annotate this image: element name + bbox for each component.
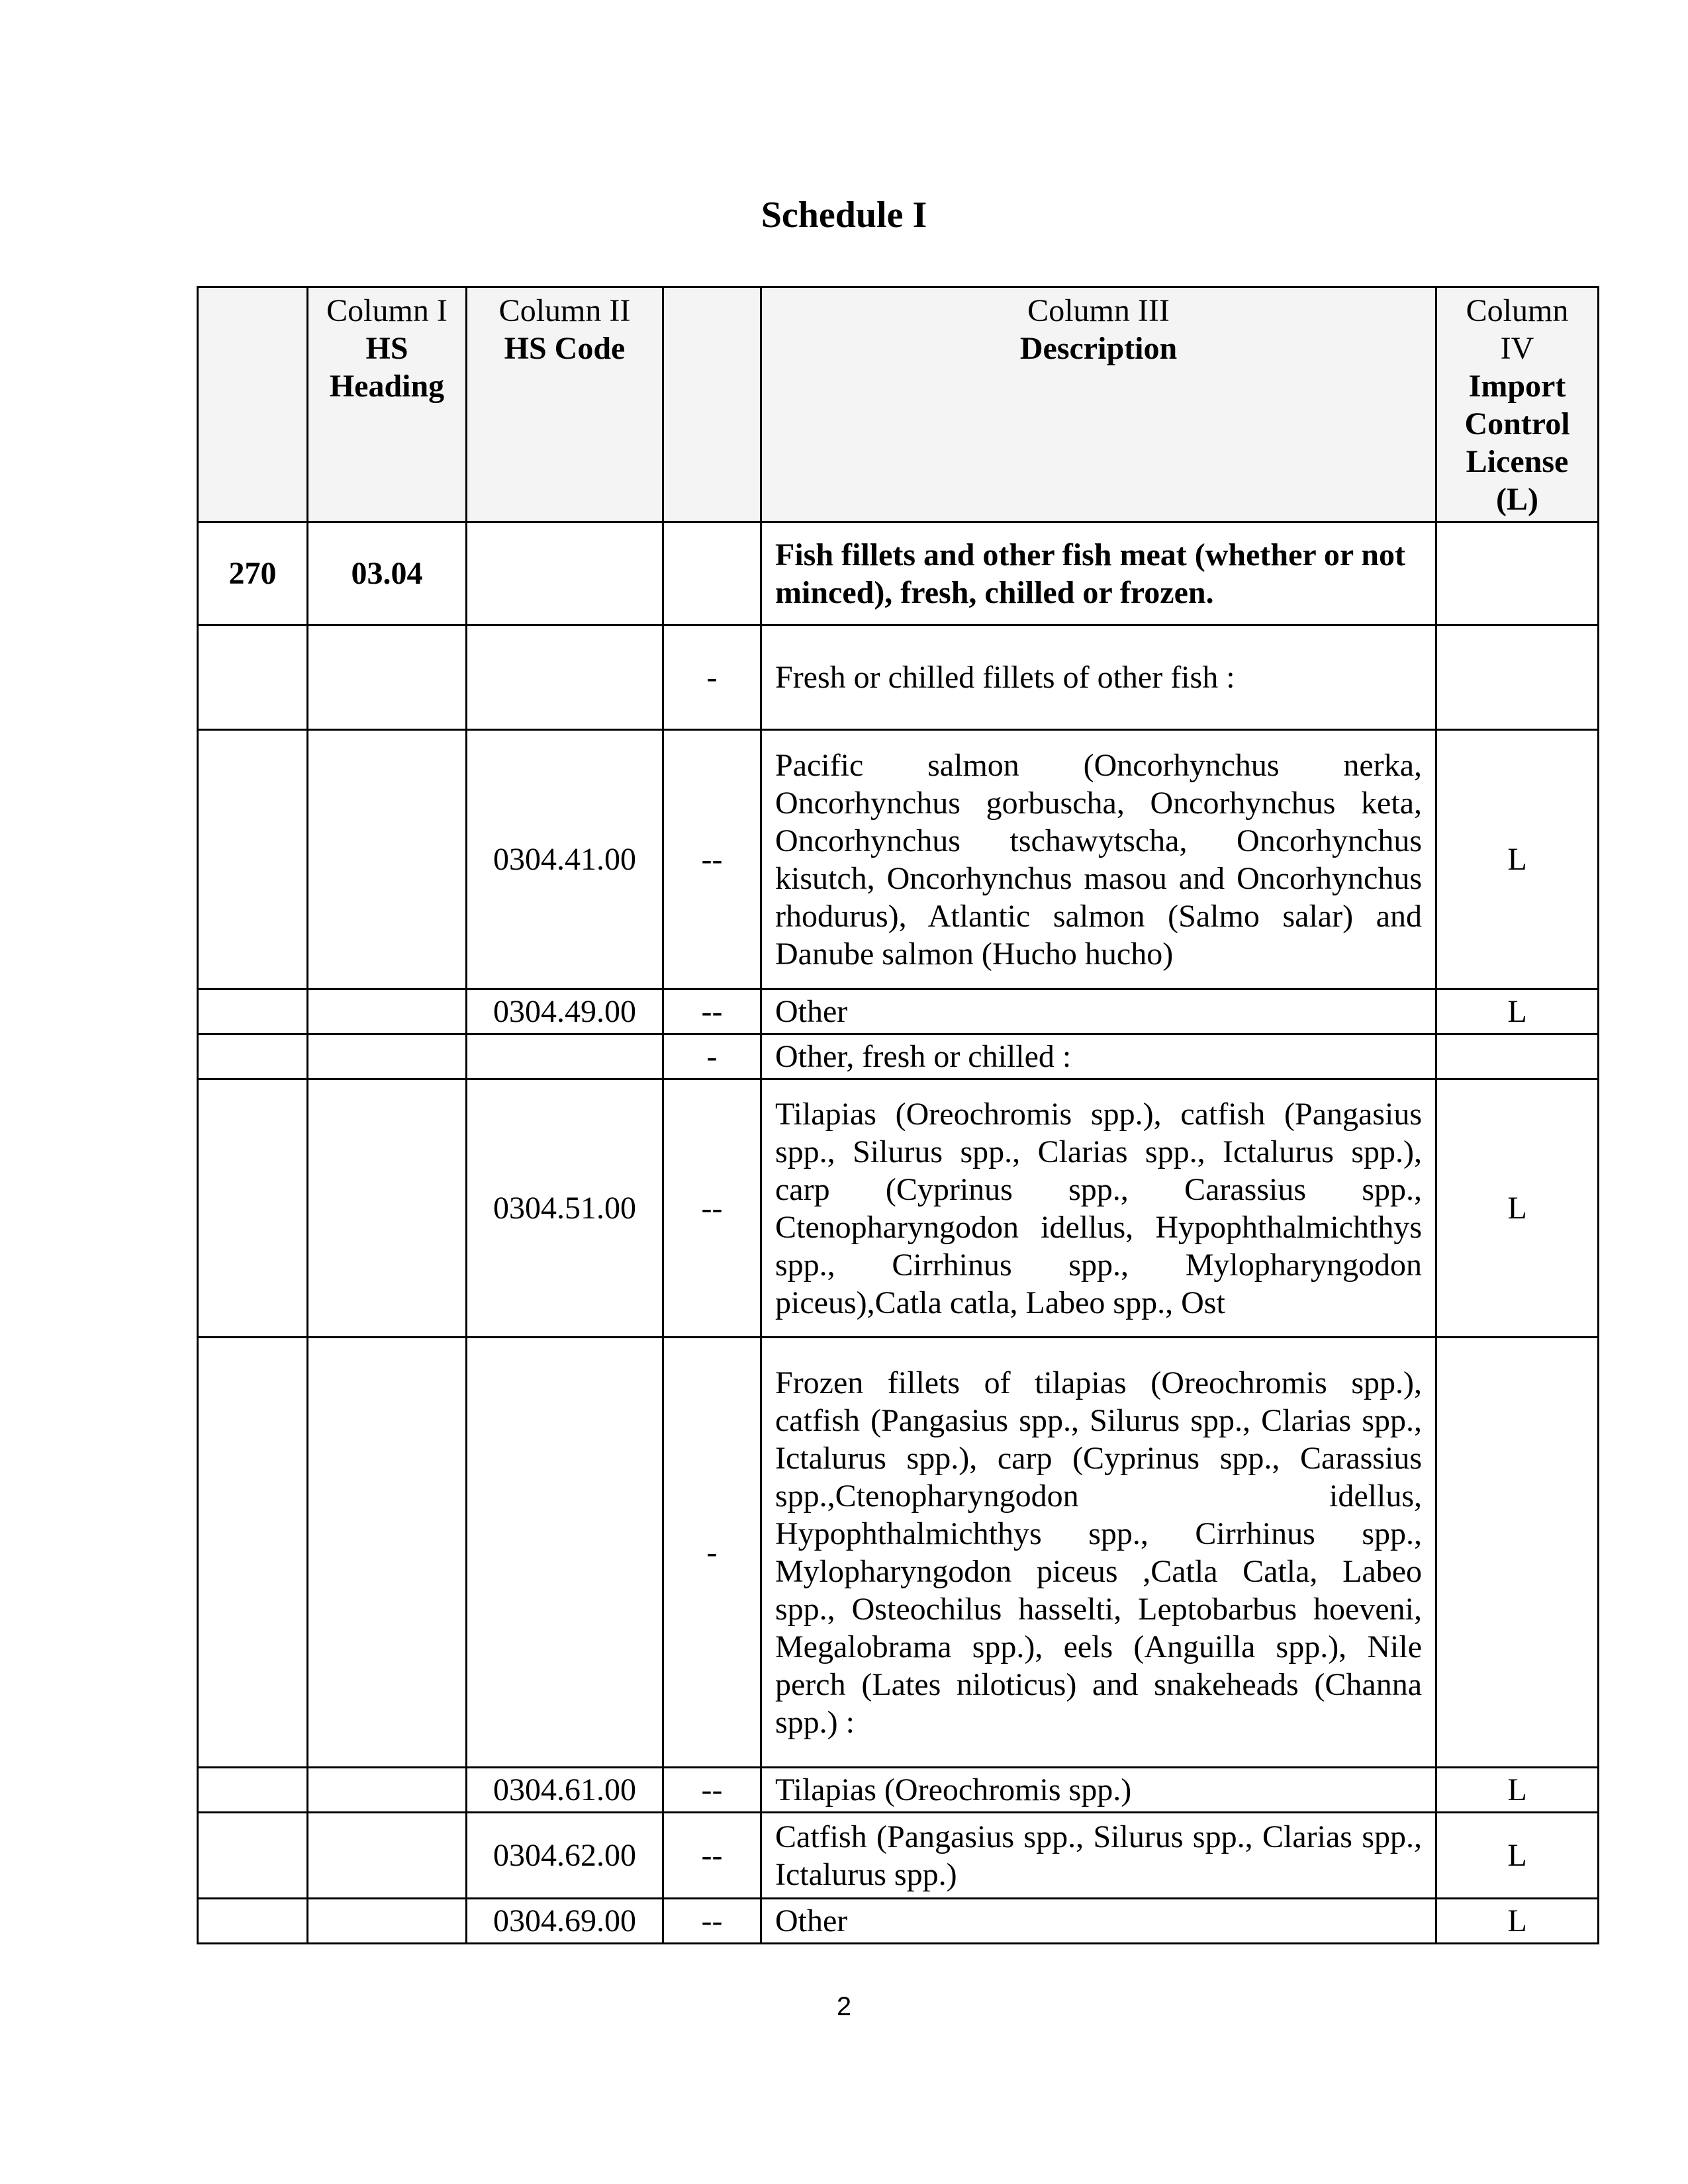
hs-code-cell: 0304.49.00 [467,989,663,1034]
serial-cell [198,989,308,1034]
header-column-label: Column III [1027,293,1170,328]
license-cell: L [1436,1899,1599,1944]
serial-cell [198,1338,308,1768]
description-cell: Tilapias (Oreochromis spp.) [761,1768,1436,1813]
description-cell: Other [761,1899,1436,1944]
hs-heading-cell: 03.04 [308,522,467,625]
table-row [198,1079,1599,1338]
hs-heading-cell [308,1034,467,1079]
hs-code-cell [467,1034,663,1079]
hs-heading-cell [308,730,467,989]
table-row [198,989,1599,1034]
header-cell-serial [198,287,308,522]
license-cell [1436,625,1599,730]
hs-code-cell: 0304.41.00 [467,730,663,989]
page-number: 2 [836,1992,852,2021]
table-row [198,1813,1599,1899]
license-cell: L [1436,1813,1599,1899]
serial-cell [198,1813,308,1899]
dash-cell: - [663,1338,761,1768]
header-cell-license [1436,287,1599,522]
serial-cell [198,625,308,730]
description-cell: Fish fillets and other fish meat (whether or not minced), fresh, chilled or frozen. [761,522,1436,625]
hs-code-cell [467,1338,663,1768]
header-cell-hs-code [467,287,663,522]
header-cell-dash [663,287,761,522]
hs-heading-cell [308,1813,467,1899]
dash-cell: -- [663,1899,761,1944]
table-row [198,522,1599,625]
table-row [198,625,1599,730]
hs-code-cell: 0304.69.00 [467,1899,663,1944]
dash-cell: -- [663,989,761,1034]
description-cell: Catfish (Pangasius spp., Silurus spp., Clarias spp., Ictalurus spp.) [761,1813,1436,1899]
license-cell [1436,1034,1599,1079]
hs-code-cell: 0304.62.00 [467,1813,663,1899]
dash-cell: -- [663,1079,761,1338]
hs-heading-cell [308,989,467,1034]
license-cell: L [1436,1768,1599,1813]
dash-cell: - [663,625,761,730]
serial-cell [198,1034,308,1079]
license-cell: L [1436,989,1599,1034]
license-cell [1436,522,1599,625]
serial-cell [198,1079,308,1338]
description-cell: Frozen fillets of tilapias (Oreochromis spp.), catfish (Pangasius spp., Silurus spp., Clarias spp., Ictalurus spp.), carp (Cyprinus spp., Carassius spp.,Ctenopharyngodon idellus, Hypophthalmichthys spp., Cirrhinus spp., Mylopharyngodon piceus ,Catla Catla, Labeo spp., Osteochilus hasselti, Leptobarbus hoeveni, Megalobrama spp.), eels (Anguilla spp.), Nile perch (Lates niloticus) and snakeheads (Channa spp.) : [761,1338,1436,1768]
header-row [198,287,1599,522]
hs-heading-cell [308,1338,467,1768]
hs-heading-cell [308,1768,467,1813]
description-cell: Other, fresh or chilled : [761,1034,1436,1079]
header-column-title: Description [1019,331,1178,366]
license-cell: L [1436,730,1599,989]
header-column-title: HS Heading [329,331,445,404]
hs-heading-cell [308,1079,467,1338]
hs-code-cell: 0304.51.00 [467,1079,663,1338]
header-column-label: Column I [326,293,447,328]
dash-cell: -- [663,730,761,989]
description-cell: Pacific salmon (Oncorhynchus nerka, Oncorhynchus gorbuscha, Oncorhynchus keta, Oncorhynchus tschawytscha, Oncorhynchus kisutch, Oncorhynchus masou and Oncorhynchus rhodurus), Atlantic salmon (Salmo salar) and Danube salmon (Hucho hucho) [761,730,1436,989]
table-row [198,1034,1599,1079]
header-column-label: Column IV [1466,293,1569,366]
header-cell-description [761,287,1436,522]
license-cell: L [1436,1079,1599,1338]
table-row [198,1768,1599,1813]
page-title: Schedule I [761,195,927,236]
dash-cell: -- [663,1813,761,1899]
dash-cell [663,522,761,625]
table-row [198,1338,1599,1768]
header-column-title: HS Code [504,331,626,366]
description-cell: Tilapias (Oreochromis spp.), catfish (Pangasius spp., Silurus spp., Clarias spp., Ictalurus spp.), carp (Cyprinus spp., Carassius spp., Ctenopharyngodon idellus, Hypophthalmichthys spp., Cirrhinus spp., Mylopharyngodon piceus),Catla catla, Labeo spp., Ost [761,1079,1436,1338]
header-cell-hs-heading [308,287,467,522]
hs-heading-cell [308,625,467,730]
hs-code-cell [467,625,663,730]
dash-cell: - [663,1034,761,1079]
table-row [198,730,1599,989]
schedule-table [197,286,1599,1944]
dash-cell: -- [663,1768,761,1813]
license-cell [1436,1338,1599,1768]
hs-code-cell: 0304.61.00 [467,1768,663,1813]
serial-cell [198,730,308,989]
header-column-title: Import Control License (L) [1464,369,1570,517]
description-cell: Other [761,989,1436,1034]
serial-cell [198,1899,308,1944]
description-cell: Fresh or chilled fillets of other fish : [761,625,1436,730]
hs-heading-cell [308,1899,467,1944]
header-column-label: Column II [498,293,631,328]
serial-cell [198,1768,308,1813]
hs-code-cell [467,522,663,625]
serial-cell: 270 [198,522,308,625]
table-row [198,1899,1599,1944]
